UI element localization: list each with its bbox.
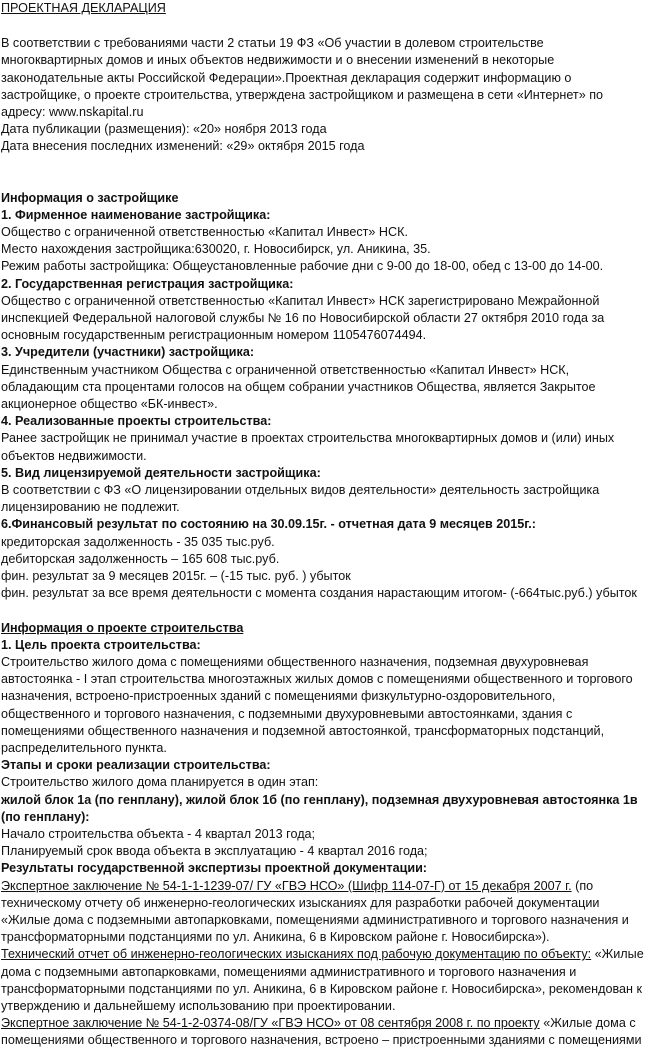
commission-date: Планируемый срок ввода объекта в эксплуатацию - 4 квартал 2016 года; bbox=[1, 844, 428, 859]
developer-hours: Режим работы застройщика: Общеустановленные рабочие дни с 9-00 до 18-00, обед с 13-00 до 14-00. bbox=[1, 259, 604, 274]
projects-text: Ранее застройщик не принимал участие в проектах строительства многоквартирных домов и (или) иных объектов недвижимости. bbox=[1, 431, 615, 463]
stages-title: Этапы и сроки реализации строительства: bbox=[1, 758, 271, 773]
project-goal-text: Строительство жилого дома с помещениями общественного назначения, подземная двухуровневая автостоянка - I этап строительства многоэтажных жилых домов с помещениями общественного и торгового назначения, встроено-пристроенных зданий с помещениями физкультурно-оздоровительного, общественного и торгового назначения, с подземными двухуровневыми автостоянками, здания с помещениями общественного назначения и подземной автостоянкой, трансформаторных подстанций, распределительного пункта. bbox=[1, 654, 633, 755]
publication-date: Дата публикации (размещения): «20» ноября 2013 года bbox=[1, 122, 327, 137]
expertise-3-text: «Жилые дома с помещениями общественного и торгового назначения, встроено – пристроенными зданиями с помещениями bbox=[1, 1016, 642, 1048]
section-1-title: 1. Фирменное наименование застройщика: bbox=[1, 207, 271, 222]
developer-name: Общество с ограниченной ответственностью «Капитал Инвест» НСК. bbox=[1, 225, 408, 240]
section-5-title: 5. Вид лицензируемой деятельности застройщика: bbox=[1, 465, 321, 480]
section-3-title: 3. Учредители (участники) застройщика: bbox=[1, 345, 255, 360]
founders-text: Единственным участником Общества с ограниченной ответственностью «Капитал Инвест» НСК, обладающим ста процентами голосов на общем собрании участников Общества, является Закрытое акционерное общество «БК-инвест». bbox=[1, 362, 596, 412]
developer-location: Место нахождения застройщика:630020, г. Новосибирск, ул. Аникина, 35. bbox=[1, 242, 431, 257]
fin-result-value: фин. результат за 9 месяцев 2015г. – (-15 тыс. руб. ) bbox=[1, 569, 307, 584]
license-text: В соответствии с ФЗ «О лицензировании отдельных видов деятельности» деятельность застройщика лицензированию не подлежит. bbox=[1, 483, 600, 515]
expertise-2 bbox=[1, 946, 645, 1015]
expertise-2-text: «Жилые дома с подземными автопарковками, помещениями административного и торгового назначения и трансформаторными подстанциями по ул. Аникина, 6 в Кировском районе г. Новосибирска», рекомендован к утверждению и дальнейшему использованию при проектировании. bbox=[1, 947, 644, 1013]
fin-result-9-months bbox=[1, 568, 645, 585]
expertise-1-text: (по техническому отчету об инженерно-геологических изысканиях для разработки рабочей документации «Жилые дома с подземными автопарковками, помещениями административного и торгового назначения и трансформаторными подстанциями по ул. Аникина, 6 в Кировском районе г. Новосибирска»). bbox=[1, 878, 629, 945]
expertise-1 bbox=[1, 878, 645, 947]
stages-blocks: жилой блок 1а (по генплану), жилой блок 1б (по генплану), подземная двухуровневая автостоянка 1в (по генплану): bbox=[1, 792, 638, 824]
section-4-title: 4. Реализованные проекты строительства: bbox=[1, 414, 272, 429]
last-change-date: Дата внесения последних изменений: «29» октября 2015 года bbox=[1, 139, 365, 154]
construction-start: Начало строительства объекта - 4 квартал 2013 года; bbox=[1, 826, 316, 841]
expertise-2-link[interactable]: Технический отчет об инженерно-геологических изысканиях под рабочую документацию по объекту: bbox=[1, 947, 592, 962]
creditor-debt: кредиторская задолженность - 35 035 тыс.руб. bbox=[1, 534, 275, 549]
debtor-debt: дебиторская задолженность – 165 608 тыс.руб. bbox=[1, 551, 280, 566]
section-2-title: 2. Государственная регистрация застройщика: bbox=[1, 276, 294, 291]
expertise-1-link[interactable]: Экспертное заключение № 54-1-1-1239-07/ ГУ «ГВЭ НСО» (Шифр 114-07-Г) от 15 декабря 2007 г. bbox=[1, 878, 572, 893]
fin-result-loss: убыток bbox=[306, 569, 351, 584]
expertise-3 bbox=[1, 1015, 645, 1049]
project-heading: Информация о проекте строительства bbox=[1, 620, 244, 635]
expertise-3-link[interactable]: Экспертное заключение № 54-1-2-0374-08/ГУ «ГВЭ НСО» от 08 сентября 2008 г. по проекту bbox=[1, 1016, 540, 1031]
section-6-title: 6.Финансовый результат по состоянию на 30.09.15г. - отчетная дата 9 месяцев 2015г.: bbox=[1, 517, 536, 532]
document-title: ПРОЕКТНАЯ ДЕКЛАРАЦИЯ bbox=[1, 1, 166, 15]
intro-paragraph: В соответствии с требованиями части 2 статьи 19 ФЗ «Об участии в долевом строительстве многоквартирных домов и иных объектов недвижимости и о внесении изменений в некоторые законодательные акты Российской Федерации».Проектная декларация содержит информацию о застройщике, о проекте строительства, утверждена застройщиком и размещена в сети «Интернет» по адресу: www.nskapital.ru bbox=[1, 36, 604, 120]
registration-text: Общество с ограниченной ответственностью «Капитал Инвест» НСК зарегистрировано Межрайонной инспекцией Федеральной налоговой службы № 16 по Новосибирской области 27 октября 2010 года за основным государственным регистрационным номером 1105476074494. bbox=[1, 293, 605, 343]
stages-text: Строительство жилого дома планируется в один этап: bbox=[1, 775, 319, 790]
fin-result-total: фин. результат за все время деятельности с момента создания нарастающим итогом- (-664тыс.руб.) убыток bbox=[1, 586, 637, 601]
developer-heading: Информация о застройщике bbox=[1, 190, 179, 205]
project-goal-title: 1. Цель проекта строительства: bbox=[1, 637, 201, 652]
expertise-title: Результаты государственной экспертизы проектной документации: bbox=[1, 861, 428, 876]
